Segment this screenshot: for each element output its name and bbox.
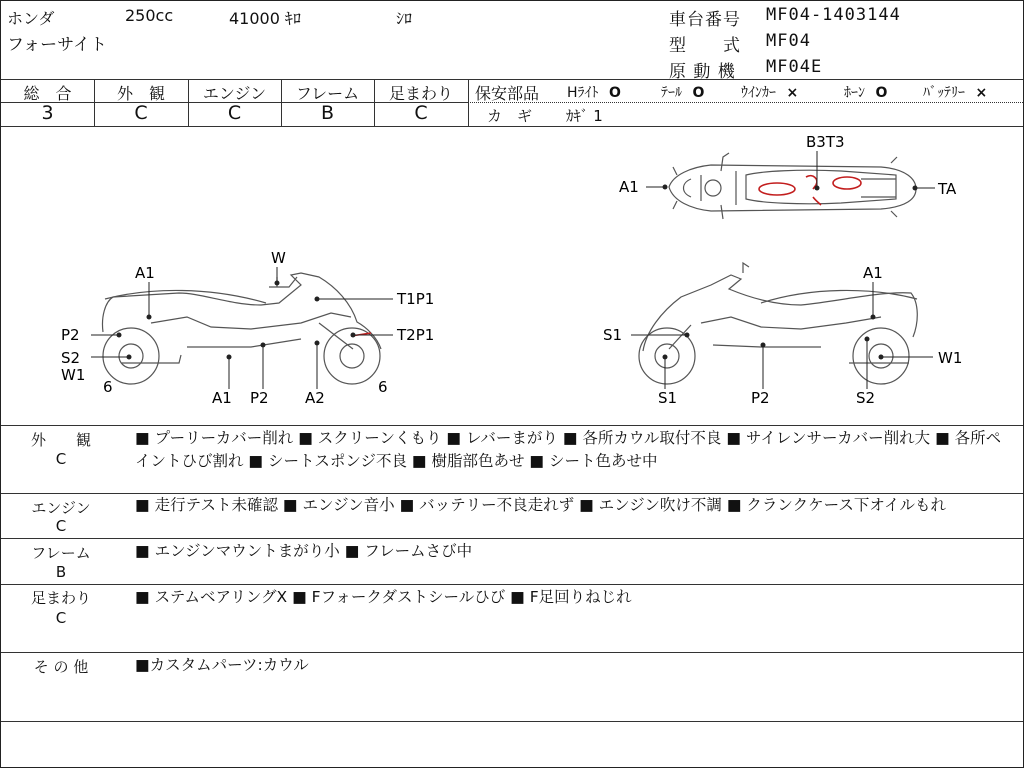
- section-text-suspension: ■ ステムベアリングX ■ Fフォークダストシールひび ■ F足回りねじれ: [135, 588, 632, 606]
- frame-no-label: 車台番号: [669, 10, 741, 30]
- engine-code: MF04E: [766, 57, 823, 77]
- label-left-p2: P2: [61, 326, 80, 344]
- label-top-a1: A1: [619, 178, 639, 196]
- grade-value-engine: C: [227, 102, 242, 124]
- leader-lines: [91, 151, 935, 389]
- label-left-six: 6: [103, 378, 113, 396]
- grade-value-exterior: C: [134, 102, 148, 124]
- section-text-exterior: ■ プーリーカバー削れ ■ スクリーンくもり ■ レバーまがり ■ 各所カウル取付不良 ■ サイレンサーカバー削れ大 ■ 各所ペイントひび割れ ■ シートスポンジ不良 ■ 樹脂部色あせ ■ シート色あせ中: [135, 429, 1002, 470]
- circle-mark-icon: O: [875, 85, 888, 101]
- label-right-six: 6: [378, 378, 388, 396]
- label-left-w: W: [271, 249, 286, 267]
- scooter-left-view: [102, 273, 381, 384]
- safety-item-tail: ﾃｰﾙ O: [661, 85, 705, 101]
- label-left-a2-bottom: A2: [305, 389, 325, 407]
- maker: ホンダ: [7, 9, 55, 28]
- safety-title: 保安部品: [475, 84, 540, 103]
- label-right-s1: S1: [603, 326, 623, 344]
- grade-value-suspension: C: [414, 102, 428, 124]
- label-left-t1p1: T1P1: [397, 290, 435, 308]
- section-text-other: ■カスタムパーツ:カウル: [135, 656, 309, 674]
- damage-mark-top: [759, 176, 861, 205]
- grade-label-engine: エンジン: [202, 84, 267, 103]
- label-left-a1-bottom: A1: [212, 389, 232, 407]
- divider: [1, 721, 1023, 722]
- model-code-label: 型 式: [669, 36, 741, 56]
- divider: [468, 79, 469, 126]
- section-label-engine: エンジン: [31, 499, 91, 517]
- grade-label-suspension: 足まわり: [388, 84, 453, 103]
- label-right-s2-bottom: S2: [856, 389, 876, 407]
- label-left-a1-top: A1: [135, 264, 155, 282]
- section-grade-engine: C: [55, 517, 67, 535]
- safety-item-headlight: Hﾗｲﾄ O: [567, 85, 621, 101]
- section-grade-exterior: C: [55, 450, 67, 468]
- divider: [1, 538, 1023, 539]
- label-left-w1: W1: [61, 366, 86, 384]
- grade-label-frame: フレーム: [295, 84, 360, 103]
- safety-item-winker: ｳｲﾝｶｰ ×: [741, 85, 799, 101]
- grade-value-overall: 3: [41, 102, 54, 124]
- label-b3t3: B3T3: [806, 133, 845, 151]
- key-label: カ ギ: [487, 107, 533, 125]
- color: ｼﾛ: [396, 9, 413, 28]
- damage-diagram: [1, 127, 1023, 425]
- engine-label: 原 動 機: [669, 62, 736, 82]
- divider: [1, 584, 1023, 585]
- model-name: フォーサイト: [7, 35, 107, 55]
- label-right-a1: A1: [863, 264, 883, 282]
- section-label-other: そ の 他: [33, 658, 89, 676]
- section-text-frame: ■ エンジンマウントまがり小 ■ フレームさび中: [135, 542, 473, 560]
- section-text-engine: ■ 走行テスト未確認 ■ エンジン音小 ■ バッテリー不良走れず ■ エンジン吹け不調 ■ クランクケース下オイルもれ: [135, 496, 947, 514]
- safety-item-horn: ﾎｰﾝ O: [844, 85, 888, 101]
- cross-mark-icon: ×: [975, 85, 988, 101]
- label-right-w1: W1: [938, 349, 963, 367]
- grade-label-exterior: 外 観: [116, 84, 165, 103]
- key-value: ｶｷﾞ 1: [566, 107, 603, 125]
- frame-no: MF04-1403144: [766, 5, 901, 25]
- label-left-p2-bottom: P2: [250, 389, 269, 407]
- grade-label-overall: 総 合: [23, 84, 72, 103]
- section-label-frame: フレーム: [31, 544, 91, 562]
- section-label-suspension: 足まわり: [30, 589, 91, 607]
- label-left-s2: S2: [61, 349, 81, 367]
- mileage: 41000 ｷﾛ: [229, 9, 301, 28]
- label-left-t2p1: T2P1: [397, 326, 435, 344]
- divider: [1, 79, 1023, 80]
- label-right-s1-bottom: S1: [658, 389, 678, 407]
- label-top-ta: TA: [938, 180, 957, 198]
- divider: [1, 652, 1023, 653]
- divider: [1, 493, 1023, 494]
- cross-mark-icon: ×: [786, 85, 799, 101]
- circle-mark-icon: O: [692, 85, 705, 101]
- circle-mark-icon: O: [608, 85, 621, 101]
- displacement: 250cc: [125, 6, 174, 25]
- grade-value-frame: B: [320, 102, 335, 124]
- section-grade-suspension: C: [55, 609, 67, 627]
- model-code: MF04: [766, 31, 811, 51]
- divider: [468, 102, 1023, 103]
- label-right-p2-bottom: P2: [751, 389, 770, 407]
- section-grade-frame: B: [55, 563, 67, 581]
- section-label-exterior: 外 観: [30, 431, 91, 449]
- damage-points: [117, 185, 918, 360]
- safety-item-battery: ﾊﾞｯﾃﾘｰ ×: [923, 85, 988, 101]
- divider: [1, 425, 1023, 426]
